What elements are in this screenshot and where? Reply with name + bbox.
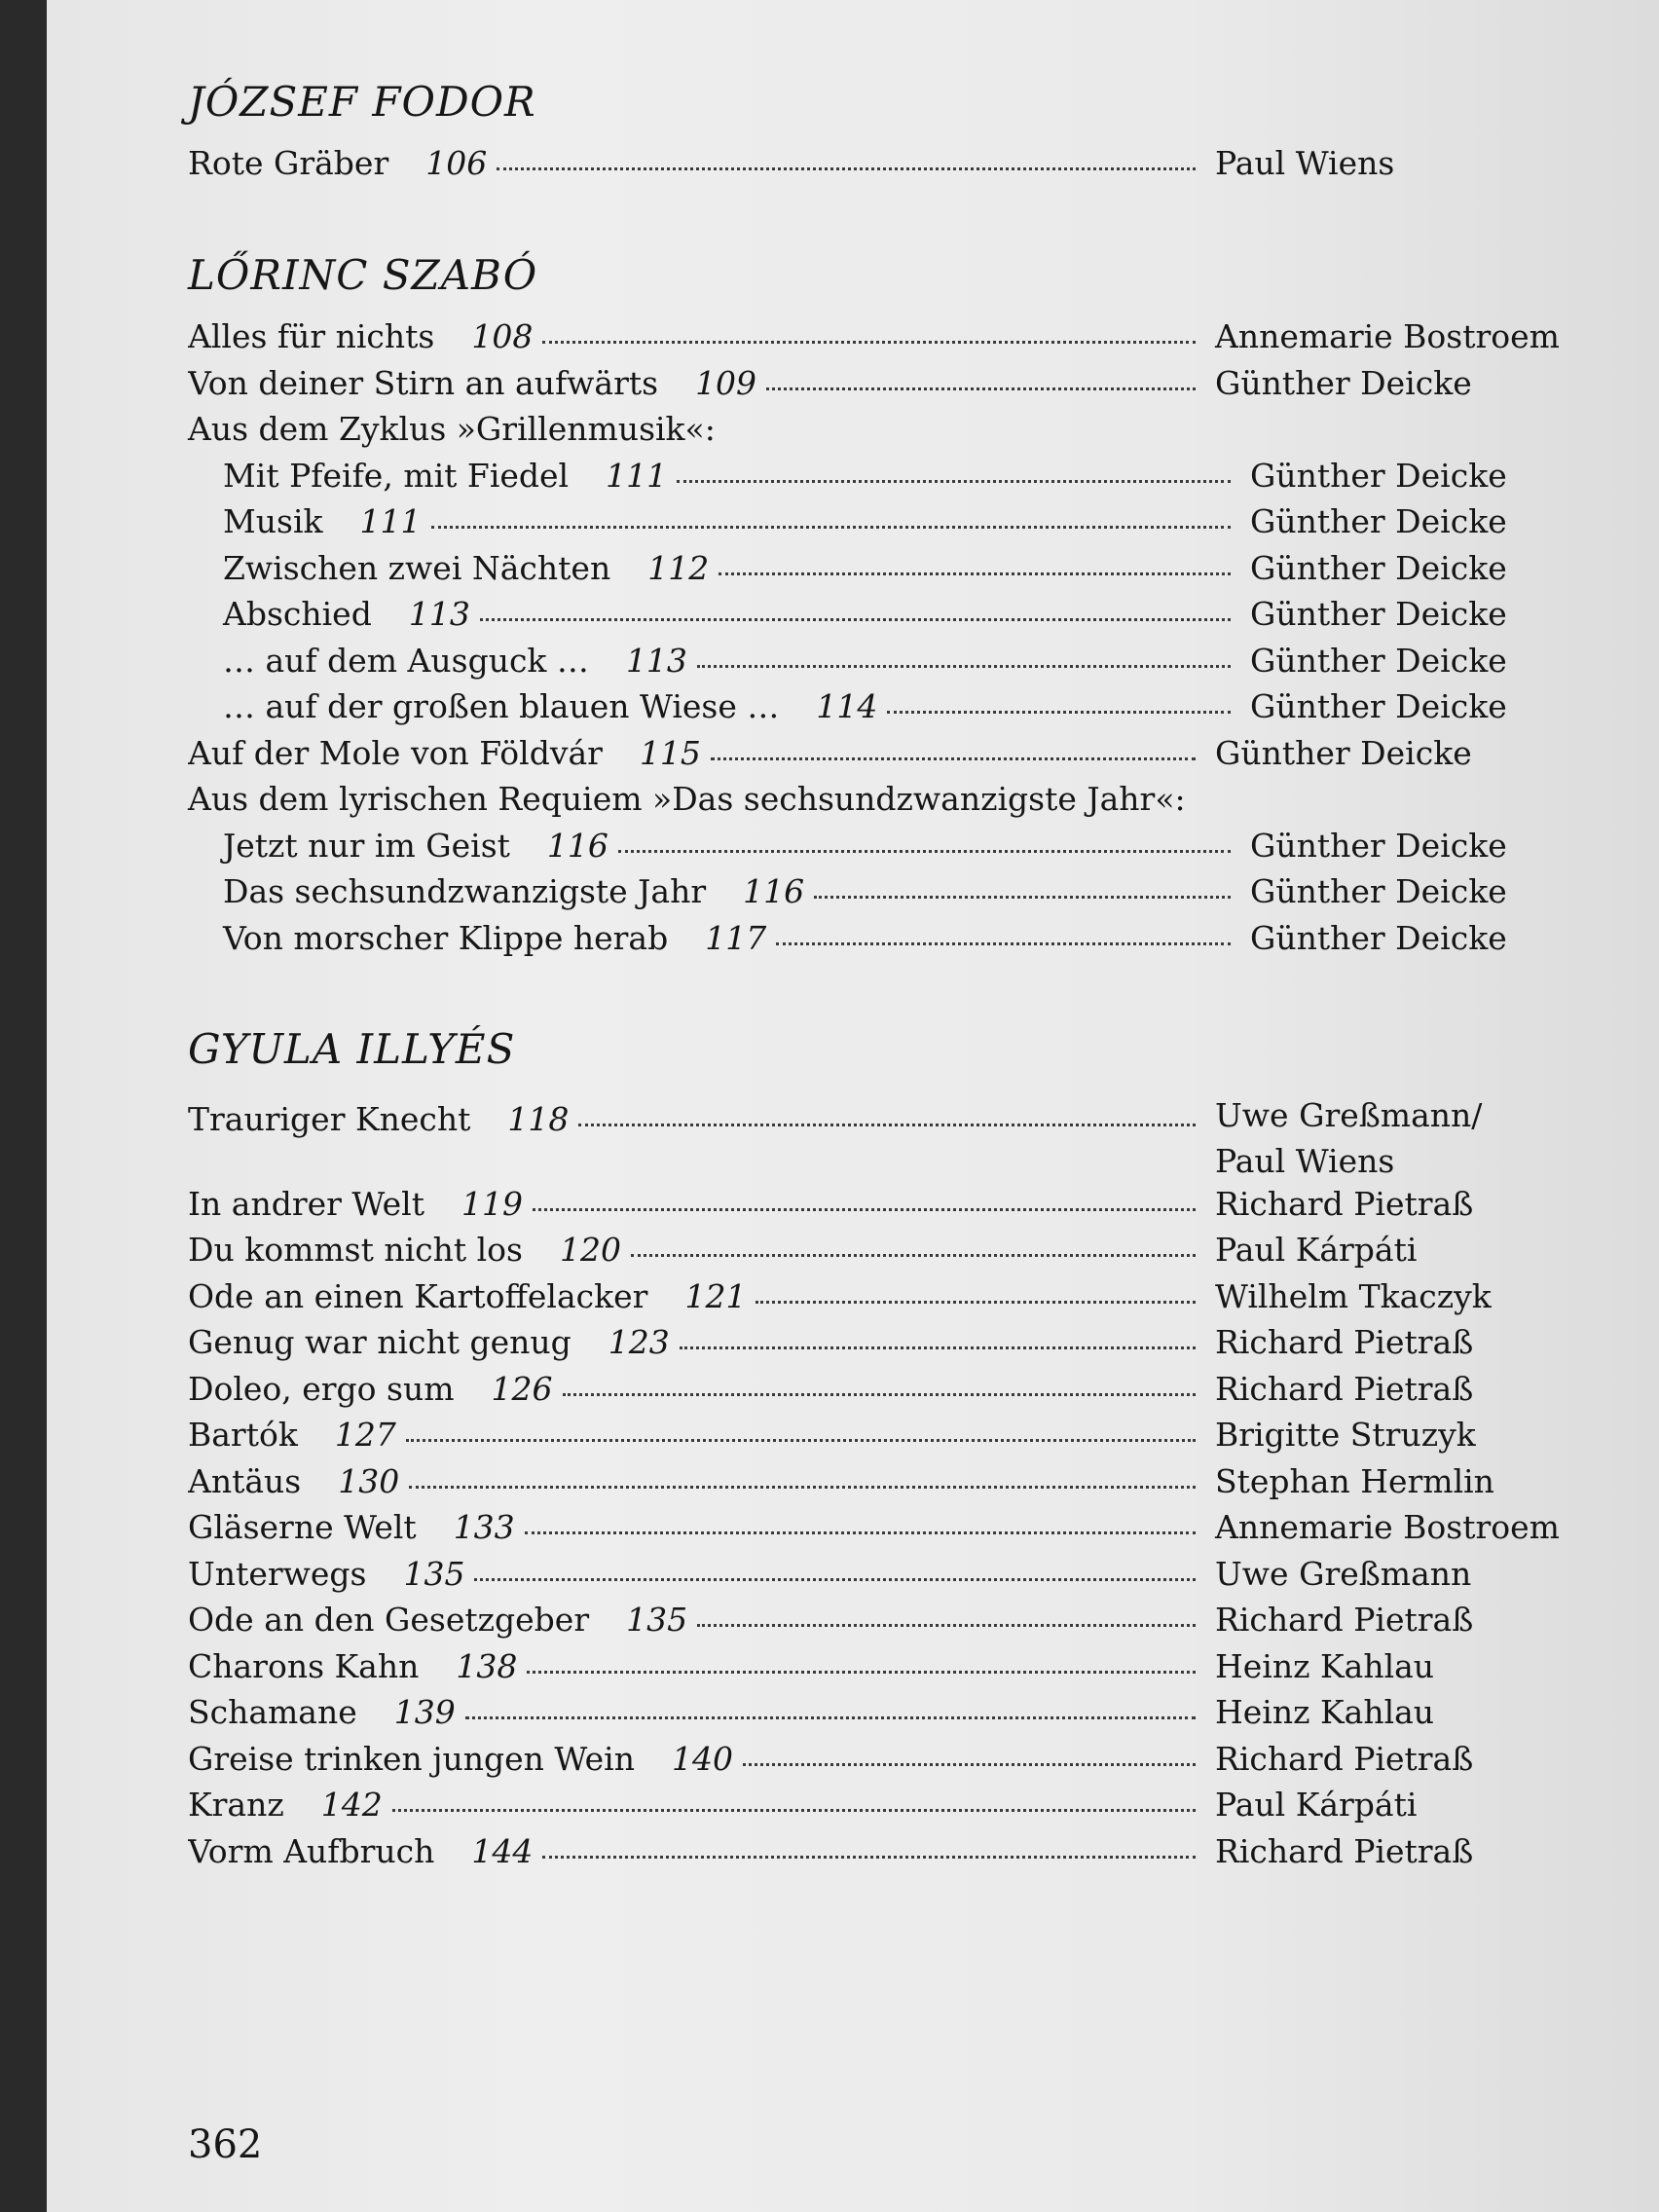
poem-page-number: 108 bbox=[471, 317, 534, 356]
translator-name: Heinz Kahlau bbox=[1215, 1646, 1435, 1685]
translator-name: Günther Deicke bbox=[1250, 826, 1507, 865]
entry-left bbox=[188, 1601, 1215, 1639]
poem-page-number: 133 bbox=[453, 1508, 515, 1547]
entry-left bbox=[188, 1508, 1215, 1546]
poem-title: … auf der großen blauen Wiese … bbox=[223, 687, 780, 726]
entry-left bbox=[188, 1416, 1215, 1454]
poem-title: Charons Kahn bbox=[188, 1646, 420, 1685]
toc-entry bbox=[188, 1416, 1580, 1462]
dot-leader bbox=[474, 1578, 1196, 1581]
translator-name: Günther Deicke bbox=[1250, 456, 1507, 495]
toc-entry bbox=[188, 734, 1580, 781]
entry-left bbox=[188, 1647, 1215, 1685]
poem-title: Genug war nicht genug bbox=[188, 1323, 571, 1362]
cycle-heading: Aus dem lyrischen Requiem »Das sechsundzwanzigste Jahr«: bbox=[188, 780, 1186, 819]
poem-page-number: 135 bbox=[626, 1601, 688, 1640]
translator-name: Heinz Kahlau bbox=[1215, 1693, 1435, 1732]
dot-leader bbox=[756, 1301, 1196, 1304]
toc-entry bbox=[188, 1508, 1580, 1555]
dot-leader bbox=[631, 1254, 1196, 1257]
toc-entry bbox=[188, 1832, 1580, 1879]
dot-leader bbox=[525, 1531, 1196, 1534]
toc-entry bbox=[188, 144, 1580, 191]
poem-page-number: 112 bbox=[647, 548, 710, 587]
poem-page-number: 111 bbox=[606, 456, 668, 495]
entry-left bbox=[188, 457, 1250, 495]
author-name: JÓZSEF FODOR bbox=[188, 78, 536, 126]
translator-name: Uwe Greßmann bbox=[1215, 1554, 1472, 1593]
table-of-contents bbox=[188, 78, 1580, 1938]
toc-entry bbox=[188, 457, 1580, 503]
poem-title: Gläserne Welt bbox=[188, 1508, 417, 1547]
poem-page-number: 127 bbox=[334, 1416, 396, 1455]
toc-entry bbox=[188, 317, 1580, 364]
dot-leader bbox=[409, 1486, 1196, 1489]
dot-leader bbox=[406, 1439, 1196, 1442]
poem-title: Auf der Mole von Földvár bbox=[188, 733, 603, 772]
poem-page-number: 138 bbox=[456, 1646, 518, 1685]
entry-left bbox=[188, 1323, 1215, 1361]
translator-name: Günther Deicke bbox=[1250, 641, 1507, 680]
entry-left bbox=[188, 1100, 1215, 1138]
poem-title: Vorm Aufbruch bbox=[188, 1831, 435, 1870]
poem-page-number: 120 bbox=[560, 1231, 621, 1270]
poem-title: Das sechsundzwanzigste Jahr bbox=[223, 872, 707, 911]
poem-title: Zwischen zwei Nächten bbox=[223, 548, 611, 587]
poem-title: Antäus bbox=[188, 1461, 302, 1500]
cycle-heading: Aus dem Zyklus »Grillenmusik«: bbox=[188, 410, 716, 449]
poem-title: Du kommst nicht los bbox=[188, 1231, 523, 1270]
poem-title: Ode an einen Kartoffelacker bbox=[188, 1276, 648, 1315]
dot-leader bbox=[480, 618, 1231, 621]
entry-left bbox=[188, 549, 1250, 587]
poem-page-number: 115 bbox=[639, 733, 701, 772]
entry-left bbox=[188, 144, 1215, 182]
poem-page-number: 117 bbox=[705, 918, 767, 957]
entry-left bbox=[188, 1693, 1215, 1731]
dot-leader bbox=[431, 526, 1231, 529]
poem-page-number: 139 bbox=[393, 1693, 456, 1732]
toc-entry bbox=[188, 549, 1580, 596]
entry-left bbox=[188, 642, 1250, 680]
author-section bbox=[188, 1025, 1580, 1878]
entry-left bbox=[188, 1740, 1215, 1778]
poem-page-number: 106 bbox=[425, 144, 488, 183]
poem-page-number: 121 bbox=[684, 1276, 747, 1315]
poem-page-number: 144 bbox=[471, 1831, 534, 1870]
entry-left bbox=[188, 734, 1215, 772]
translator-name: Annemarie Bostroem bbox=[1215, 317, 1560, 356]
poem-title: Alles für nichts bbox=[188, 317, 435, 356]
dot-leader bbox=[618, 850, 1231, 853]
poem-title: Von deiner Stirn an aufwärts bbox=[188, 363, 659, 402]
translator-name: Richard Pietraß bbox=[1215, 1831, 1474, 1870]
author-section bbox=[188, 251, 1580, 965]
poem-title: Bartók bbox=[188, 1416, 298, 1455]
entry-left bbox=[188, 1555, 1215, 1593]
page-number: 362 bbox=[188, 2122, 263, 2167]
poem-title: Jetzt nur im Geist bbox=[223, 826, 510, 865]
entry-left bbox=[188, 1231, 1215, 1269]
dot-leader bbox=[533, 1208, 1196, 1211]
book-page bbox=[47, 0, 1659, 2212]
translator-name: Günther Deicke bbox=[1250, 548, 1507, 587]
translator-name: Richard Pietraß bbox=[1215, 1739, 1474, 1778]
toc-entry bbox=[188, 364, 1580, 411]
poem-title: Rote Gräber bbox=[188, 144, 389, 183]
toc-entry bbox=[188, 1601, 1580, 1647]
dot-leader bbox=[743, 1763, 1196, 1766]
toc-entry bbox=[188, 1277, 1580, 1324]
poem-title: Mit Pfeife, mit Fiedel bbox=[223, 456, 570, 495]
dot-leader bbox=[563, 1393, 1196, 1396]
poem-page-number: 116 bbox=[743, 872, 805, 911]
entry-left bbox=[188, 1277, 1215, 1315]
toc-entry bbox=[188, 502, 1580, 549]
entry-left bbox=[188, 872, 1250, 910]
toc-entry bbox=[188, 827, 1580, 873]
poem-page-number: 118 bbox=[507, 1099, 570, 1138]
translator-name: Günther Deicke bbox=[1215, 363, 1472, 402]
dot-leader bbox=[776, 942, 1231, 945]
dot-leader bbox=[542, 341, 1196, 344]
dot-leader bbox=[697, 1624, 1196, 1627]
toc-entry bbox=[188, 1092, 1580, 1185]
dot-leader bbox=[465, 1716, 1196, 1719]
translator-name: Annemarie Bostroem bbox=[1215, 1508, 1560, 1547]
poem-page-number: 130 bbox=[338, 1461, 400, 1500]
toc-entry bbox=[188, 1323, 1580, 1370]
translator-name: Richard Pietraß bbox=[1215, 1601, 1474, 1640]
poem-title: Ode an den Gesetzgeber bbox=[188, 1601, 590, 1640]
poem-title: Trauriger Knecht bbox=[188, 1099, 471, 1138]
entry-left bbox=[188, 1832, 1215, 1870]
poem-page-number: 113 bbox=[408, 595, 470, 634]
entry-left bbox=[188, 1370, 1215, 1408]
dot-leader bbox=[542, 1856, 1196, 1859]
entry-left bbox=[188, 1786, 1215, 1824]
entry-left bbox=[188, 595, 1250, 633]
dot-leader bbox=[711, 757, 1196, 760]
entry-left bbox=[188, 502, 1250, 540]
poem-page-number: 116 bbox=[546, 826, 608, 865]
entry-left bbox=[188, 1185, 1215, 1223]
translator-name: Paul Wiens bbox=[1215, 144, 1395, 183]
dot-leader bbox=[392, 1809, 1196, 1812]
toc-entry bbox=[188, 1370, 1580, 1417]
poem-title: In andrer Welt bbox=[188, 1184, 424, 1223]
author-name: LŐRINC SZABÓ bbox=[188, 250, 538, 299]
poem-title: Von morscher Klippe herab bbox=[223, 918, 669, 957]
translator-name: Uwe Greßmann/ bbox=[1215, 1095, 1483, 1134]
toc-entry bbox=[188, 872, 1580, 919]
poem-title: Abschied bbox=[223, 595, 372, 634]
dot-leader bbox=[814, 896, 1231, 899]
translator-name: Richard Pietraß bbox=[1215, 1323, 1474, 1362]
dot-leader bbox=[697, 665, 1231, 668]
toc-entry bbox=[188, 595, 1580, 642]
translator-name: Günther Deicke bbox=[1250, 595, 1507, 634]
poem-page-number: 113 bbox=[625, 641, 687, 680]
toc-entry bbox=[188, 1786, 1580, 1832]
translator-name: Wilhelm Tkaczyk bbox=[1215, 1276, 1492, 1315]
dot-leader bbox=[497, 167, 1196, 170]
toc-entry bbox=[188, 1231, 1580, 1277]
dot-leader bbox=[677, 480, 1231, 483]
translator-name: Günther Deicke bbox=[1250, 918, 1507, 957]
translator-name: Stephan Hermlin bbox=[1215, 1461, 1494, 1500]
entry-left bbox=[188, 827, 1250, 865]
author-section bbox=[188, 78, 1580, 191]
poem-title: Unterwegs bbox=[188, 1554, 367, 1593]
poem-page-number: 111 bbox=[359, 502, 422, 541]
translator-block bbox=[1215, 1092, 1482, 1185]
dot-leader bbox=[719, 572, 1231, 575]
dot-leader bbox=[887, 711, 1231, 714]
poem-title: Kranz bbox=[188, 1786, 284, 1825]
entry-left bbox=[188, 687, 1250, 725]
poem-title: … auf dem Ausguck … bbox=[223, 641, 589, 680]
toc-entry bbox=[188, 1693, 1580, 1740]
poem-page-number: 119 bbox=[461, 1184, 523, 1223]
entry-left bbox=[188, 1462, 1215, 1500]
poem-page-number: 114 bbox=[816, 687, 878, 726]
toc-entry bbox=[188, 1647, 1580, 1694]
translator-name: Richard Pietraß bbox=[1215, 1369, 1474, 1408]
toc-entry bbox=[188, 919, 1580, 966]
poem-title: Greise trinken jungen Wein bbox=[188, 1739, 635, 1778]
entry-left bbox=[188, 919, 1250, 957]
poem-page-number: 140 bbox=[672, 1739, 733, 1778]
poem-page-number: 126 bbox=[491, 1369, 553, 1408]
poem-title: Musik bbox=[223, 502, 323, 541]
toc-entry bbox=[188, 1740, 1580, 1787]
poem-page-number: 109 bbox=[695, 363, 757, 402]
translator-name: Günther Deicke bbox=[1250, 502, 1507, 541]
toc-entry bbox=[188, 1555, 1580, 1602]
translator-name: Günther Deicke bbox=[1215, 733, 1472, 772]
translator-name: Paul Kárpáti bbox=[1215, 1786, 1418, 1825]
entry-left bbox=[188, 364, 1215, 402]
entry-left bbox=[188, 317, 1215, 355]
translator-name: Richard Pietraß bbox=[1215, 1184, 1474, 1223]
translator-name: Günther Deicke bbox=[1250, 872, 1507, 911]
poem-page-number: 142 bbox=[320, 1786, 383, 1825]
translator-name: Günther Deicke bbox=[1250, 687, 1507, 726]
toc-entry bbox=[188, 1185, 1580, 1232]
poem-page-number: 135 bbox=[403, 1554, 465, 1593]
poem-title: Doleo, ergo sum bbox=[188, 1369, 455, 1408]
dot-leader bbox=[578, 1124, 1196, 1126]
translator-name: Paul Wiens bbox=[1215, 1142, 1395, 1181]
poem-title: Schamane bbox=[188, 1693, 357, 1732]
translator-name: Paul Kárpáti bbox=[1215, 1231, 1418, 1270]
toc-entry bbox=[188, 642, 1580, 688]
toc-entry bbox=[188, 1462, 1580, 1509]
dot-leader bbox=[766, 387, 1196, 390]
toc-entry bbox=[188, 687, 1580, 734]
dot-leader bbox=[680, 1346, 1196, 1349]
dot-leader bbox=[527, 1671, 1196, 1674]
poem-page-number: 123 bbox=[608, 1323, 670, 1362]
translator-name: Brigitte Struzyk bbox=[1215, 1416, 1476, 1455]
author-name: GYULA ILLYÉS bbox=[188, 1025, 516, 1074]
